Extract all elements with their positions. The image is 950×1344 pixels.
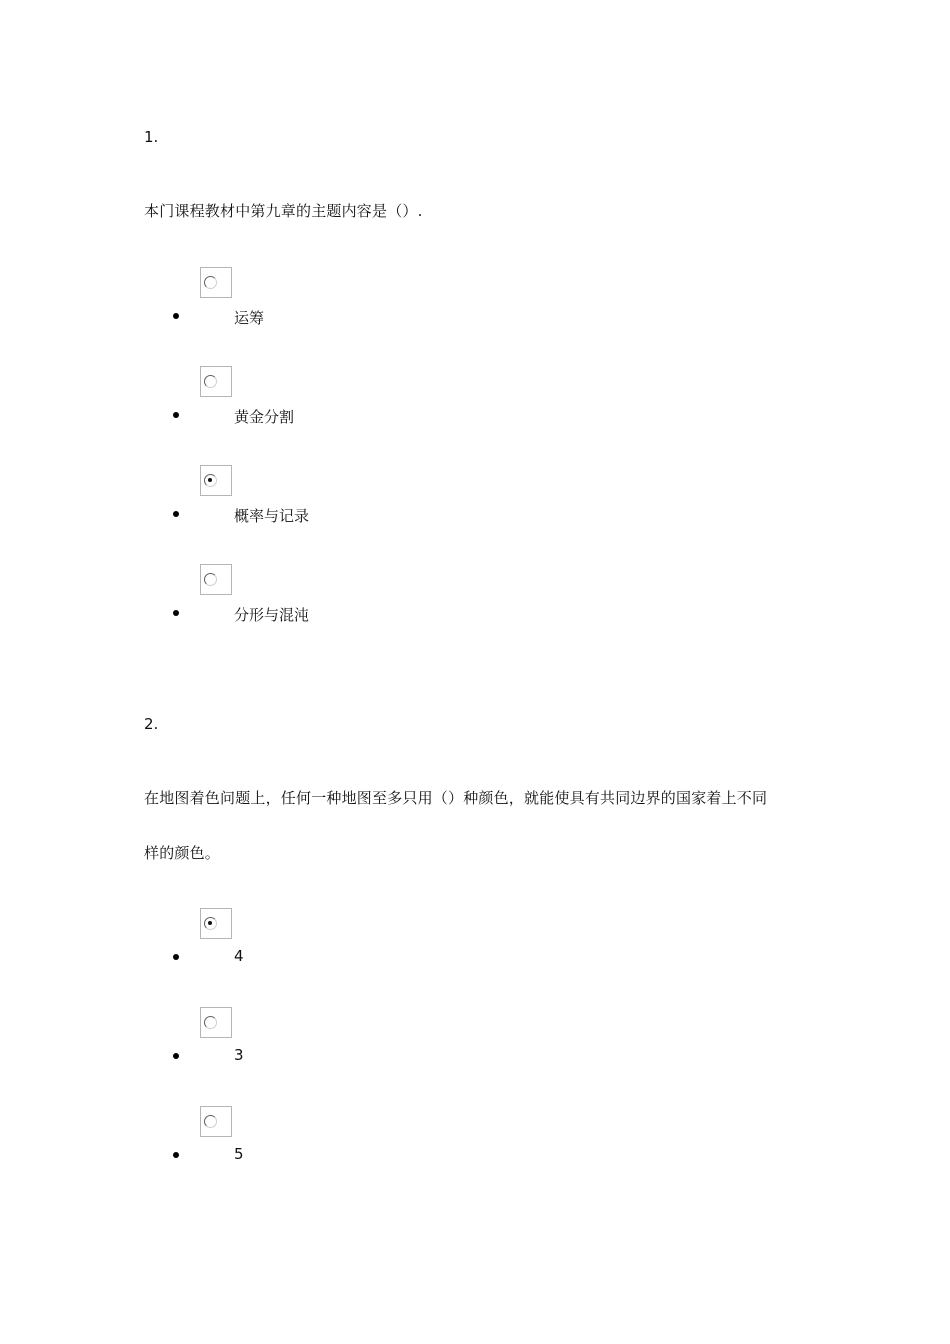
question-2-text-line-1: 在地图着色问题上，任何一种地图至多只用（）种颜色，就能使具有共同边界的国家着上不同 <box>144 789 768 807</box>
option-label: 4 <box>234 947 244 965</box>
bullet-icon <box>173 511 179 517</box>
option-label: 5 <box>234 1145 244 1163</box>
bullet-icon <box>173 954 179 960</box>
radio-button[interactable] <box>200 564 232 595</box>
bullet-icon <box>173 412 179 418</box>
radio-circle-icon <box>204 1016 217 1029</box>
option-label: 运筹 <box>234 309 265 327</box>
question-1-number: 1. <box>144 128 159 146</box>
bullet-icon <box>173 1053 179 1059</box>
radio-button[interactable] <box>200 267 232 298</box>
radio-circle-icon <box>204 375 217 388</box>
bullet-icon <box>173 1152 179 1158</box>
option-label: 黄金分割 <box>234 408 295 426</box>
radio-circle-icon <box>204 474 217 487</box>
radio-circle-icon <box>204 573 217 586</box>
bullet-icon <box>173 313 179 319</box>
radio-button[interactable] <box>200 366 232 397</box>
question-2-text-line-2: 样的颜色。 <box>144 844 221 862</box>
option-label: 3 <box>234 1046 244 1064</box>
radio-button[interactable] <box>200 1106 232 1137</box>
question-1-text: 本门课程教材中第九章的主题内容是（）. <box>144 202 423 220</box>
radio-button-selected[interactable] <box>200 465 232 496</box>
option-label: 分形与混沌 <box>234 606 310 624</box>
radio-dot-icon <box>208 921 212 925</box>
question-2-number: 2. <box>144 715 159 733</box>
radio-circle-icon <box>204 917 217 930</box>
radio-circle-icon <box>204 276 217 289</box>
radio-circle-icon <box>204 1115 217 1128</box>
radio-dot-icon <box>208 478 212 482</box>
radio-button-selected[interactable] <box>200 908 232 939</box>
radio-button[interactable] <box>200 1007 232 1038</box>
bullet-icon <box>173 610 179 616</box>
option-label: 概率与记录 <box>234 507 310 525</box>
